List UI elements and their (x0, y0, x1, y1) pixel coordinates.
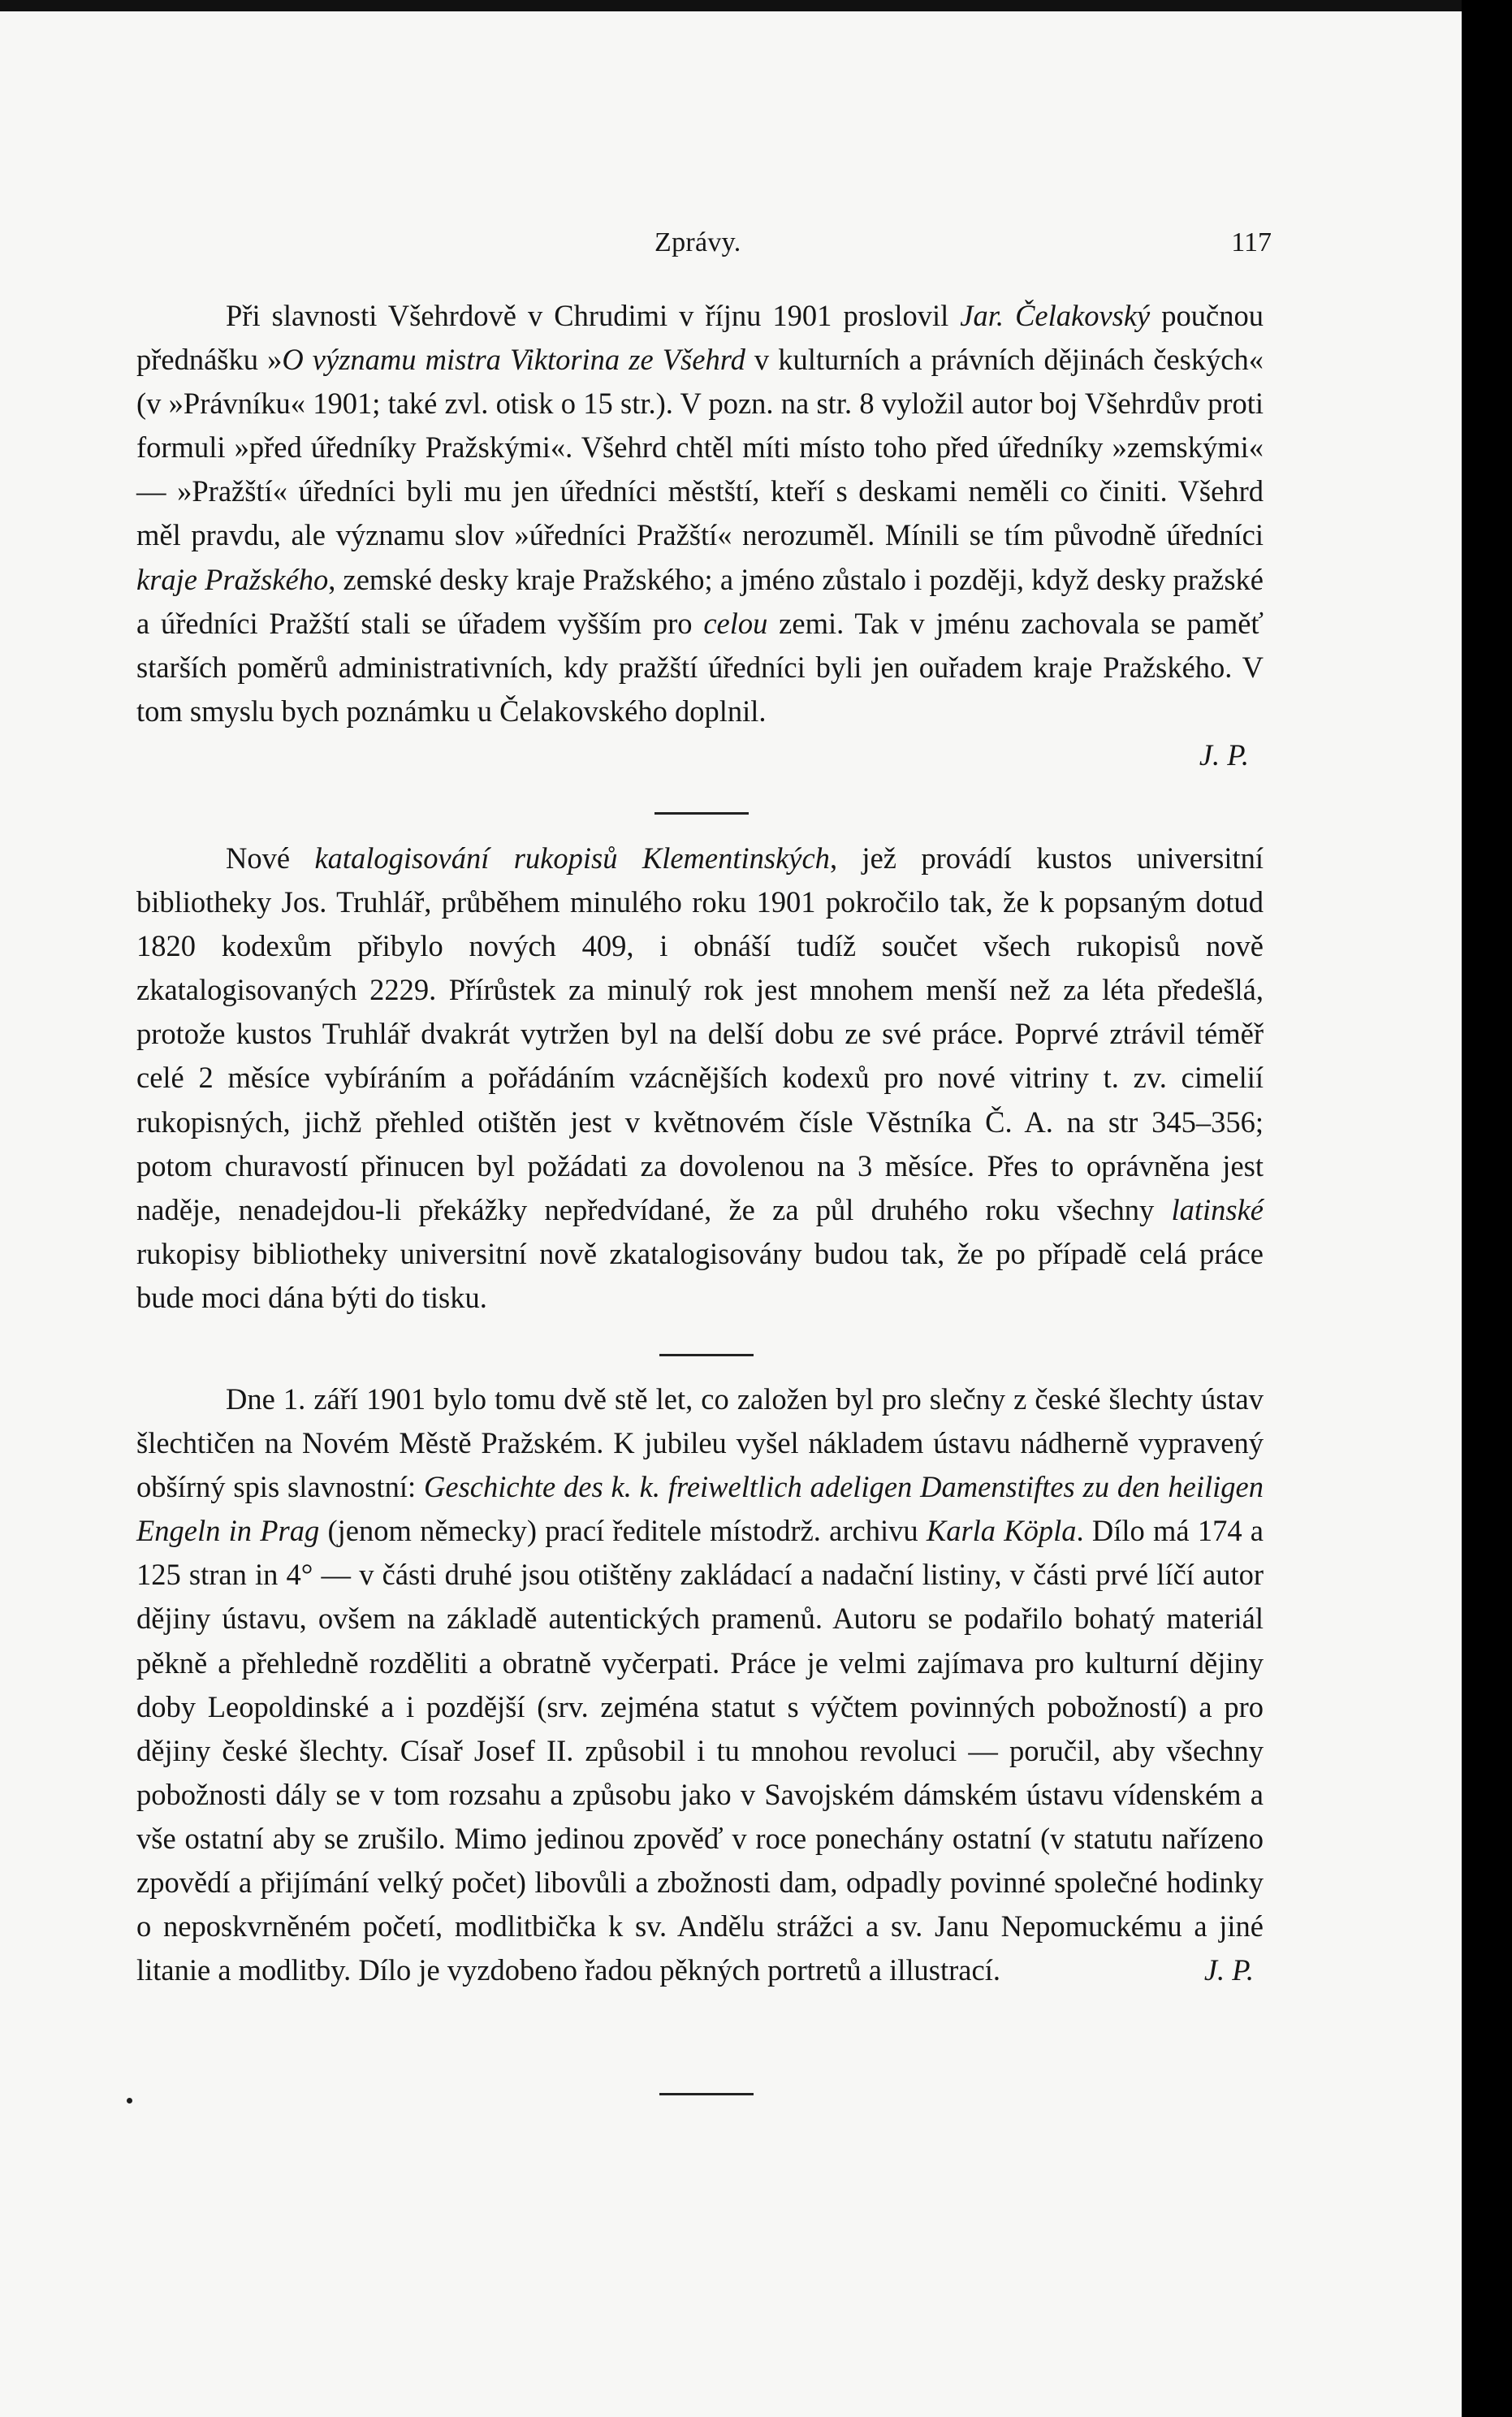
entry-paragraph (136, 837, 1264, 1320)
italic-run: katalogisování rukopisů Klementinských (314, 841, 830, 875)
italic-run: Geschichte des k. k. freiweltlich adeligen Damenstiftes zu den heiligen Engeln in Prag (136, 1470, 1264, 1548)
page-header (654, 227, 1272, 268)
text-run: rukopisy bibliotheky universitní nově zkatalogisovány budou tak, že po případě celá práce bude moci dána býti do tisku. (136, 1236, 1264, 1314)
text-run: zemi. Tak v jménu zachovala se paměť starších poměrů administrativních, kdy pražští úředníci byli jen ouřadem kraje Pražského. V tom smyslu bych poznámku u Čelakovského doplnil. (136, 606, 1264, 728)
signature-line (136, 733, 1264, 777)
section-divider (659, 1354, 754, 1356)
section-divider (659, 2093, 754, 2095)
text-run: , jež provádí kustos universitní bibliotheky Jos. Truhlář, průběhem minulého roku 1901 pokročilo tak, že k popsaným dotud 1820 kodexům přibylo nových 409, i obnáší tudíž součet všech rukopisů nově zkatalogisovaných 2229. Přírůstek za minulý rok jest mnohem menší než za léta předešlá, protože kustos Truhlář dvakrát vytržen byl na delší dobu ze své práce. Poprvé ztrávil téměř celé 2 měsíce vybíráním a pořádáním vzácnějších kodexů pro nové vitriny t. zv. cimelií rukopisných, jichž přehled otištěn jest v květnovém čísle Věstníka Č. A. na str 345–356; potom churavostí přinucen byl požádati za dovolenou na 3 měsíce. Přes to oprávněna jest naděje, nenadejdou-li překážky nepředvídané, že za půl druhého roku všechny (136, 841, 1264, 1226)
signature: J. P. (1199, 737, 1249, 772)
scan-top-edge (0, 0, 1470, 11)
text-run: Dne 1. září 1901 bylo tomu dvě stě let, co založen byl pro slečny z české šlechty ústav šlechtičen na Novém Městě Pražském. K jubileu vyšel nákladem ústavu nádherně vypravený obšírný spis slavnostní: (136, 1382, 1264, 1504)
italic-run: celou (703, 606, 768, 640)
italic-run: kraje Pražského (136, 562, 329, 596)
entry-paragraph (136, 294, 1264, 733)
italic-run: O významu mistra Viktorina ze Všehrd (282, 343, 745, 377)
running-title: Zprávy. (654, 227, 741, 257)
news-item-noble-ladies-institute (136, 1377, 1264, 1992)
text-run: . Dílo má 174 a 125 stran in 4° — v části druhé jsou otištěny zakládací a nadační listiny, v části prvé líčí autor dějiny ústavu, ovšem na základě autentických pramenů. Autoru se podařilo bohatý materiál pěkně a přehledně rozděliti a obratně vyčerpati. Práce je velmi zajímava pro kulturní dějiny doby Leopoldinské a i pozdější (srv. zejména statut s výčtem povinných pobožností) a pro dějiny české šlechty. Císař Josef II. způsobil i tu mnohou revoluci — poručil, aby všechny pobožnosti dály se v tom rozsahu a způsobu jako v Savojském dámském ústavu vídenském a vše ostatní aby se zrušilo. Mimo jedinou zpověď v roce ponechány ostatní (v statutu nařízeno zpovědí a přijímání velký počet) libovůli a zbožnosti dam, odpadly povinné společné hodinky o neposkvrněném početí, modlitbička k sv. Andělu strážci a sv. Janu Nepomuckému a jiné litanie a modlitby. Dílo je vyzdobeno řadou pěkných portretů a illustrací. (136, 1514, 1264, 1987)
entry-paragraph (136, 1377, 1264, 1992)
text-run: , zemské desky kraje Pražského; a jméno zůstalo i později, když desky pražské a úředníci Pražští stali se úřadem vyšším pro (136, 562, 1264, 640)
text-run: Nové (226, 841, 315, 875)
section-divider (654, 812, 749, 815)
italic-run: Karla Köpla (926, 1514, 1077, 1548)
text-run: poučnou přednášku » (136, 299, 1264, 377)
scan-right-edge (1462, 0, 1512, 2417)
signature: J. P. (1203, 1953, 1254, 1987)
page-number: 117 (1231, 227, 1272, 257)
text-run: (jenom německy) prací ředitele místodrž. archivu (319, 1514, 927, 1548)
news-item-klementinum-catalogue (136, 837, 1264, 1320)
news-item-celakovsky-lecture (136, 294, 1264, 777)
italic-run: latinské (1171, 1192, 1264, 1226)
text-run: v kulturních a právních dějinách českých« (v »Právníku« 1901; také zvl. otisk o 15 str.). V pozn. na str. 8 vyložil autor boj Všehrdův proti formuli »před úředníky Pražskými«. Všehrd chtěl míti místo toho před úředníky »zemskými« — »Pražští« úředníci byli mu jen úředníci městští, kteří s deskami neměli co činiti. Všehrd měl pravdu, ale významu slov »úředníci Pražští« nerozuměl. Mínili se tím původně úředníci (136, 343, 1264, 552)
scan-speck (127, 2098, 132, 2104)
italic-run: Jar. Čelakovský (960, 299, 1151, 332)
text-run: Při slavnosti Všehrdově v Chrudimi v říjnu 1901 proslovil (226, 299, 961, 332)
